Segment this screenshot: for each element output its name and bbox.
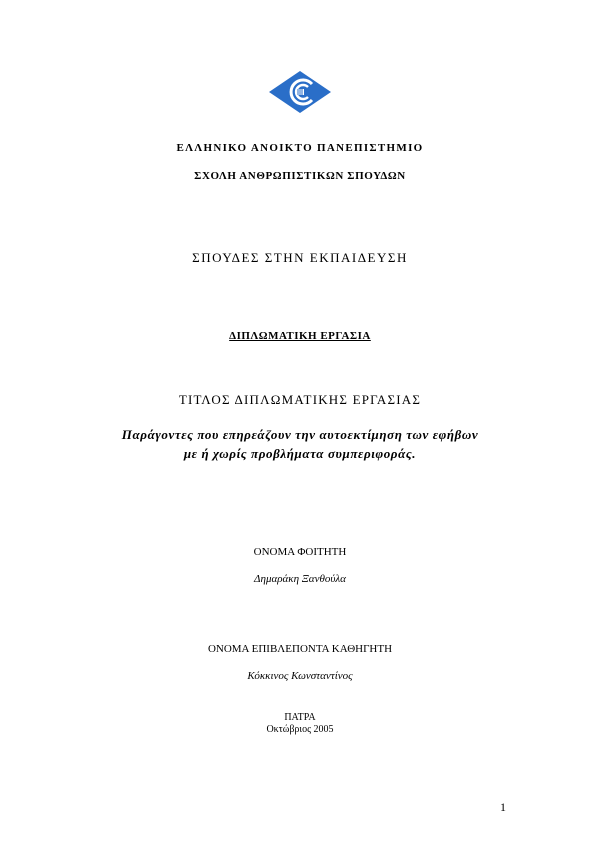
program-name: ΣΠΟΥΔΕΣ ΣΤΗΝ ΕΚΠΑΙΔΕΥΣΗ [192,250,408,265]
footer-city: ΠΑΤΡΑ [284,712,316,723]
document-type: ΔΙΠΛΩΜΑΤΙΚΗ ΕΡΓΑΣΙΑ [229,330,371,342]
thesis-title [0,425,600,463]
thesis-title-line-1: Παράγοντες που επηρεάζουν την αυτοεκτίμηση των εφήβων [121,427,479,442]
supervisor-label: ΟΝΟΜΑ ΕΠΙΒΛΕΠΟΝΤΑ ΚΑΘΗΓΗΤΗ [207,643,393,655]
university-name: ΕΛΛΗΝΙΚΟ ΑΝΟΙΚΤΟ ΠΑΝΕΠΙΣΤΗΜΙΟ [176,142,424,154]
school-name: ΣΧΟΛΗ ΑΝΘΡΩΠΙΣΤΙΚΩΝ ΣΠΟΥΔΩΝ [194,170,406,182]
footer-date: Οκτώβριος 2005 [266,724,334,735]
thesis-title-line-2: με ή χωρίς προβλήματα συμπεριφοράς. [183,446,417,461]
title-label: ΤΙΤΛΟΣ ΔΙΠΛΩΜΑΤΙΚΗΣ ΕΡΓΑΣΙΑΣ [178,392,422,407]
student-label: ΟΝΟΜΑ ΦΟΙΤΗΤΗ [253,546,347,558]
page-number: 1 [500,800,506,814]
student-name: Δημαράκη Ξανθούλα [254,573,346,585]
university-logo-icon [268,70,332,114]
supervisor-name: Κόκκινος Κωνσταντίνος [247,670,353,682]
